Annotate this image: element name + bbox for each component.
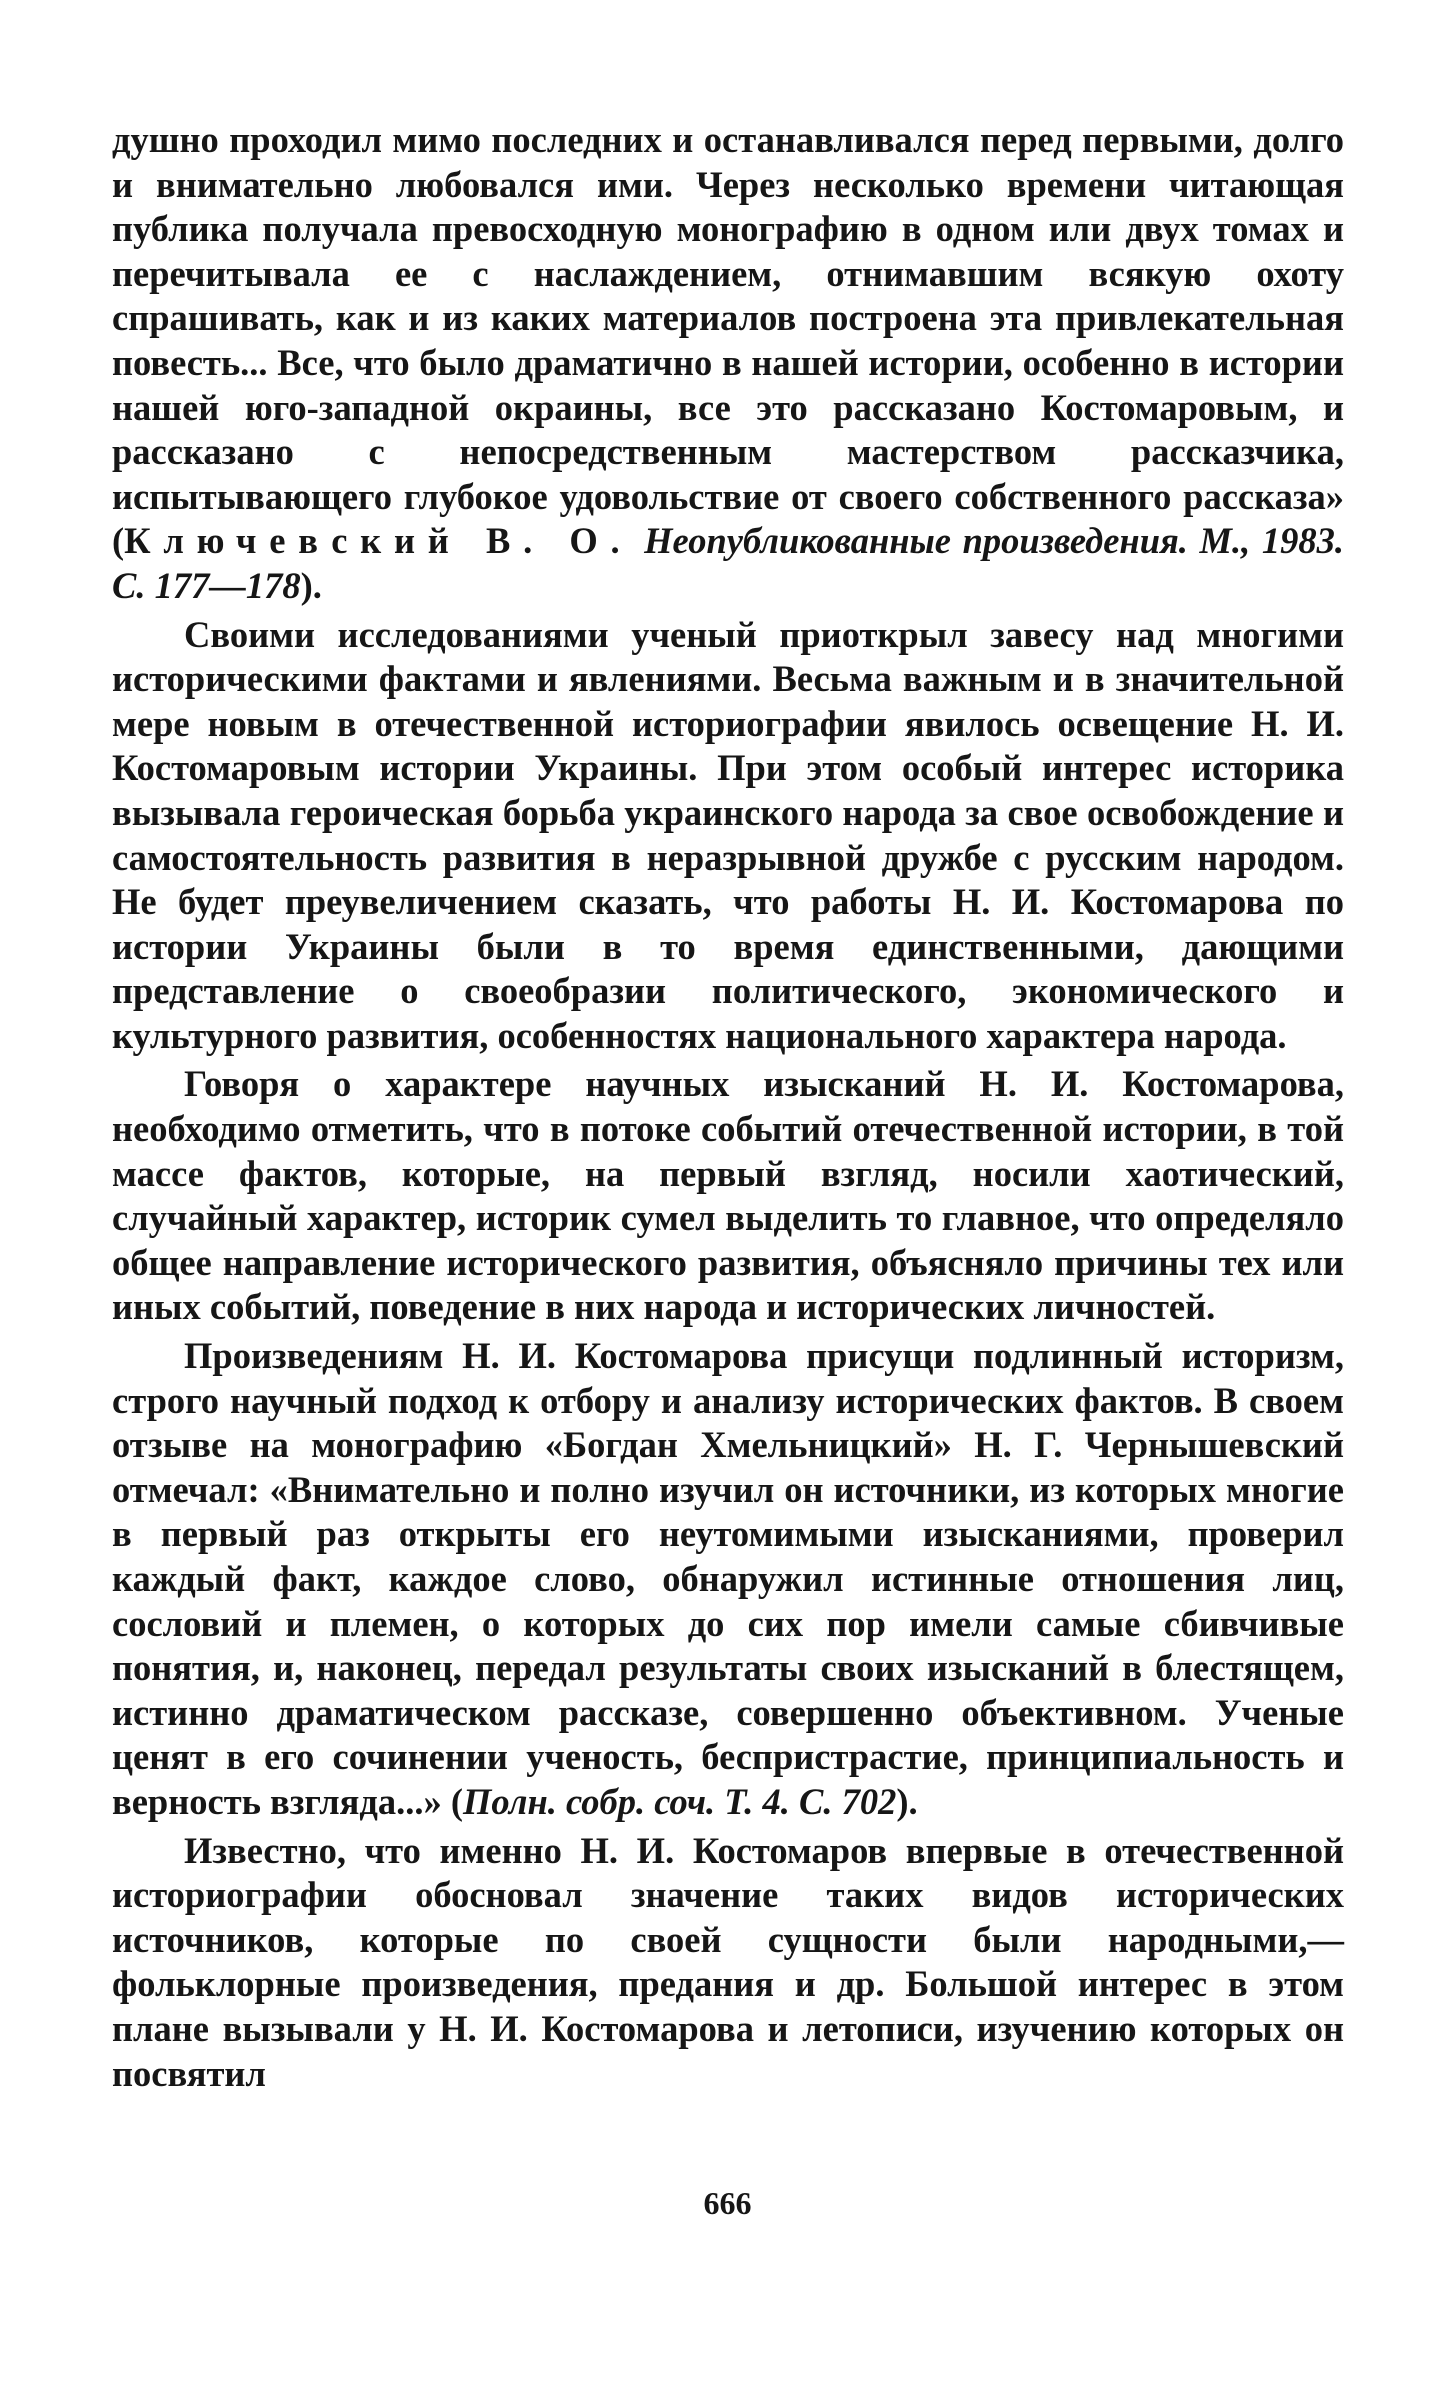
paragraph-text: Своими исследованиями ученый приоткрыл завесу над многими историческими фактами и явлениями. Весьма важным и в значительной мере новым в отечественной историографии явилось освещение Н. И. Костомаровым истории Украины. При этом особый интерес историка вызывала героическая борьба украинского народа за свое освобождение и самостоятельность развития в неразрывной дружбе с русским народом. Не будет преувеличением сказать, что работы Н. И. Костомарова по истории Украины были в то время единственными, дающими представление о своеобразии политического, экономического и культурного развития, особенностях национального характера народа. [112, 613, 1344, 1056]
paragraph-sources [112, 1829, 1344, 2097]
paragraph-character [112, 1062, 1344, 1330]
paragraph-historicism [112, 1334, 1344, 1825]
paragraph-text: Говоря о характере научных изысканий Н. И. Костомарова, необходимо отметить, что в потоке событий отечественной истории, в той массе фактов, которые, на первый взгляд, носили хаотический, случайный характер, историк сумел выделить то главное, что определяло общее направление исторического развития, объясняло причины тех или иных событий, поведение в них народа и исторических личностей. [112, 1063, 1344, 1328]
paragraph-research [112, 613, 1344, 1059]
citation-tail: ). [300, 564, 322, 606]
page-body [112, 118, 1344, 2096]
citation: Полн. собр. соч. Т. 4. С. 702 [463, 1780, 897, 1822]
author-name: Ключевский В. О. [124, 520, 633, 562]
citation: Неопубликованные произведения. М., 1983. С. 177—178 [112, 520, 1344, 606]
page-number: 666 [703, 2185, 752, 2221]
paragraph-quote-continuation [112, 118, 1344, 609]
paragraph-text: Произведениям Н. И. Костомарова присущи подлинный историзм, строго научный подход к отбору и анализу исторических фактов. В своем отзыве на монографию «Богдан Хмельницкий» Н. Г. Чернышевский отмечал: «Внимательно и полно изучил он источники, из которых многие в первый раз открыты его неутомимыми изысканиями, проверил каждый факт, каждое слово, обнаружил истинные отношения лиц, сословий и племен, о которых до сих пор имели самые сбивчивые понятия, и, наконец, передал результаты своих изысканий в блестящем, истинно драматическом рассказе, совершенно объективном. Ученые ценят в его сочинении ученость, беспристрастие, принципиальность и верность взгляда...» ( [112, 1335, 1344, 1822]
paragraph-text: Известно, что именно Н. И. Костомаров впервые в отечественной историографии обосновал значение таких видов исторических источников, которые по своей сущности были народными,— фольклорные произведения, предания и др. Большой интерес в этом плане вызывали у Н. И. Костомарова и летописи, изучению которых он посвятил [112, 1829, 1344, 2094]
citation-tail: ). [896, 1780, 918, 1822]
paragraph-text: душно проходил мимо последних и останавливался перед первыми, долго и внимательно любовался ими. Через несколько времени читающая публика получала превосходную монографию в одном или двух томах и перечитывала ее с наслаждением, отнимавшим всякую охоту спрашивать, как и из каких материалов построена эта привлекательная повесть... Все, что было драматично в нашей истории, особенно в истории нашей юго-западной окраины, все это рассказано Костомаровым, и рассказано с непосредственным мастерством рассказчика, испытывающего глубокое удовольствие от своего собственного рассказа» ( [112, 119, 1344, 562]
